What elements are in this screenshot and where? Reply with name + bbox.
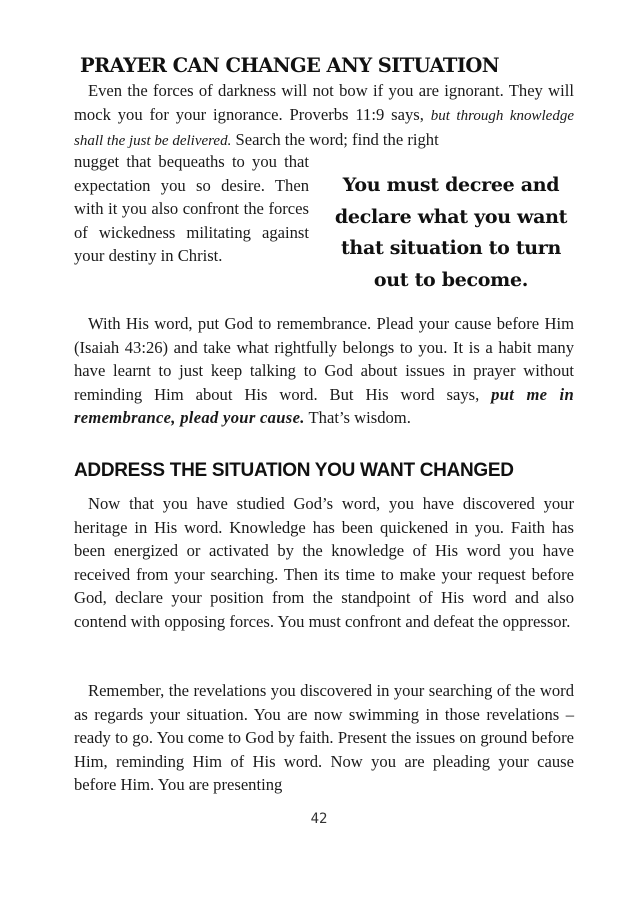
pull-quote: You must decree and declare what you want that situation to turn out to become. xyxy=(334,174,568,291)
paragraph-intro-text: Even the forces of darkness will not bow if you are ignorant. They will mock you for your ignorance. Proverbs 11:9 says, xyxy=(74,81,574,124)
paragraph-remember-text: Remember, the revelations you discovered in your searching of the word as regards your situation. You are now swimming in those revelations – ready to go. You come to God by faith. Present the issues on ground before Him, reminding Him of His word. Now you are pleading your cause before Him. You are presenting xyxy=(74,681,574,794)
paragraph-remember xyxy=(74,679,574,797)
paragraph-remembrance-text: With His word, put God to remembrance. Plead your cause before Him (Isaiah 43:26) and take what rightfully belongs to you. It is a habit many have learnt to just keep talking to God about issues in prayer without reminding Him about His word. But His word says, xyxy=(74,314,574,404)
paragraph-wrap-left: nugget that bequeaths to you that expectation you so desire. Then with it you also confront the forces of wickedness militating against your destiny in Christ. xyxy=(74,152,309,265)
section-title: PRAYER CAN CHANGE ANY SITUATION xyxy=(80,54,499,77)
paragraph-remembrance-tail: That’s wisdom. xyxy=(304,408,411,427)
paragraph-intro xyxy=(74,79,574,154)
paragraph-intro-tail: Search the word; find the right xyxy=(231,130,439,149)
section-heading: ADDRESS THE SITUATION YOU WANT CHANGED xyxy=(74,460,514,481)
scripture-emphasis: put me in remembrance, plead your cause. xyxy=(74,384,574,427)
paragraph-address-text: Now that you have studied God’s word, you have discovered your heritage in His word. Knowledge has been quickened in you. Faith has been energized or activated by the knowledge of His word you have received from your searching. Then its time to make your request before God, declare your position from the standpoint of His word and also contend with opposing forces. You must confront and defeat the oppressor. xyxy=(74,494,574,631)
scripture-quote: but through knowledge shall the just be delivered. xyxy=(74,107,574,149)
paragraph-address xyxy=(74,492,574,633)
page-number: 42 xyxy=(310,811,328,827)
paragraph-remembrance xyxy=(74,312,574,430)
